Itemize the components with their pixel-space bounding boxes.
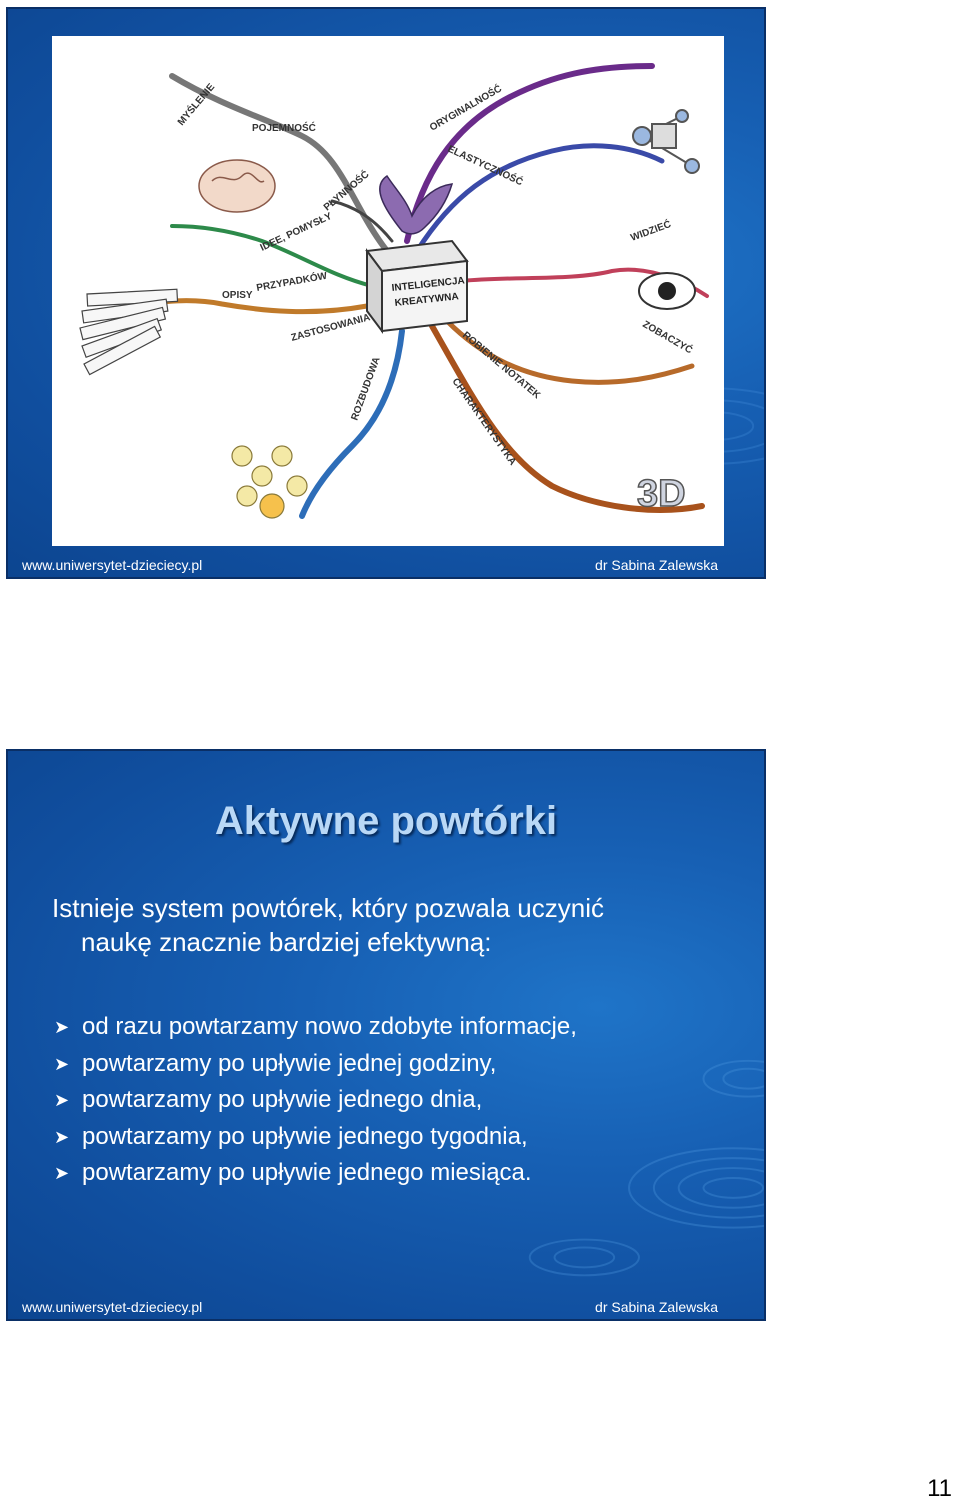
slide-title: Aktywne powtórki (214, 799, 558, 843)
mindmap-3d-label: 3D (637, 473, 686, 515)
brain-icon (199, 160, 275, 212)
branch-label-see: WIDZIEĆ (629, 219, 673, 244)
intro-line-2: naukę znacznie bardziej efektywną: (81, 927, 492, 957)
arrowhead-bullet-icon: ➤ (54, 1017, 70, 1037)
arrowhead-bullet-icon: ➤ (54, 1090, 70, 1110)
list-item: ➤ powtarzamy po upływie jednego tygodnia, (52, 1119, 752, 1156)
repetition-schedule-list (52, 1009, 752, 1192)
slide-active-repetitions (6, 749, 766, 1321)
slide-mindmap (6, 7, 766, 579)
list-item: ➤ od razu powtarzamy nowo zdobyte informacje, (52, 1009, 752, 1046)
name-cards-icon (80, 289, 178, 374)
mindmap-center-line1: INTELIGENCJA (391, 275, 466, 294)
branch-label-expansion: ROZBUDOWA (349, 355, 383, 423)
list-item: ➤ powtarzamy po upływie jednej godziny, (52, 1046, 752, 1083)
eye-icon (639, 273, 695, 309)
mindmap-center-line2: KREATYWNA (394, 291, 460, 309)
branch-label-notice: ZOBACZYĆ (640, 319, 695, 357)
arrowhead-bullet-icon: ➤ (54, 1163, 70, 1183)
list-item: ➤ powtarzamy po upływie jednego miesiąca. (52, 1155, 752, 1192)
branch-label-originality: ORYGINALNOŚĆ (428, 83, 504, 134)
intro-paragraph (52, 891, 742, 959)
branch-label-cases: PRZYPADKÓW (255, 270, 328, 294)
page-number: 11 (927, 1475, 952, 1502)
branch-label-capacity: POJEMNOŚĆ (252, 123, 316, 134)
arrowhead-bullet-icon: ➤ (54, 1053, 70, 1074)
branch-label-characteristics: CHARAKTERYSTYKA (449, 376, 518, 468)
branch-label-ideas: IDEE, POMYSŁY (258, 210, 334, 254)
branch-label-thinking: MYŚLENIE (175, 81, 218, 128)
intro-line-1: Istnieje system powtórek, który pozwala uczynić (52, 893, 604, 923)
arrowhead-bullet-icon: ➤ (54, 1126, 70, 1147)
footer-website: www.uniwersytet-dzieciecy.pl (22, 557, 203, 573)
branch-label-fluency: PŁYNNOŚĆ (321, 169, 372, 214)
molecule-icon (633, 110, 699, 173)
mindmap-drawing (52, 36, 724, 546)
list-item: ➤ powtarzamy po upływie jednego dnia, (52, 1082, 752, 1119)
lightbulbs-icon (232, 446, 307, 518)
branch-label-applications: ZASTOSOWANIA (289, 312, 372, 344)
branch-label-descriptions: OPISY (222, 290, 253, 301)
footer-website: www.uniwersytet-dzieciecy.pl (22, 1299, 203, 1315)
footer-author: dr Sabina Zalewska (595, 1299, 718, 1315)
branch-label-flexibility: ELASTYCZNOŚĆ (445, 143, 525, 189)
branch-label-note-taking: ROBIENIE NOTATEK (460, 329, 543, 402)
creative-intelligence-mindmap (52, 36, 724, 546)
footer-author: dr Sabina Zalewska (595, 557, 718, 573)
